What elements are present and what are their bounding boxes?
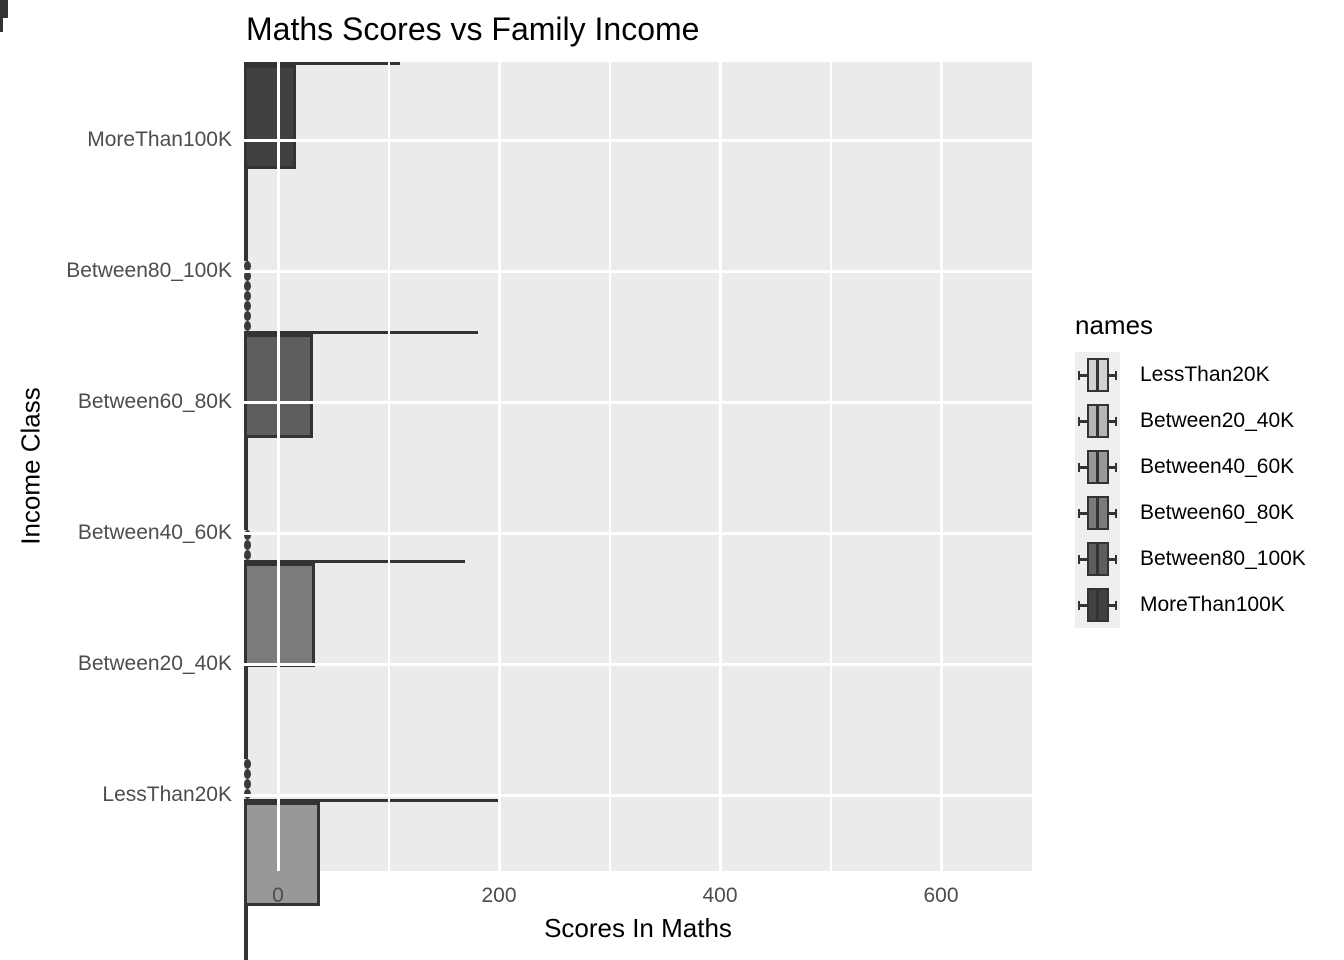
gridline-minor-x xyxy=(830,62,832,871)
x-tick-mark xyxy=(0,24,3,32)
legend-key-cap xyxy=(1078,509,1080,518)
gridline-minor-x xyxy=(609,62,611,871)
legend-key-cap xyxy=(1078,463,1080,472)
gridline-major-x xyxy=(719,62,722,871)
x-tick-mark xyxy=(0,0,3,8)
legend-key xyxy=(1075,490,1120,536)
legend-title: names xyxy=(1075,310,1154,340)
legend-key-median xyxy=(1096,498,1099,528)
gridline-y xyxy=(244,663,1032,666)
y-tick-label: Between40_60K xyxy=(77,521,232,544)
x-axis-title: Scores In Maths xyxy=(544,913,732,943)
legend-key-median xyxy=(1096,544,1099,574)
x-tick-label: 400 xyxy=(702,884,738,907)
gridline-major-x xyxy=(277,62,280,871)
boxplot-median xyxy=(244,438,248,530)
outlier-point xyxy=(244,271,251,281)
legend-key-cap xyxy=(1078,555,1080,564)
gridline-y xyxy=(244,532,1032,535)
x-tick-label: 600 xyxy=(923,884,959,907)
x-tick-label: 0 xyxy=(272,884,284,907)
boxplot-median xyxy=(244,169,248,261)
y-tick-label: LessThan20K xyxy=(102,783,232,806)
outlier-point xyxy=(244,769,251,779)
outlier-point xyxy=(244,301,251,311)
legend-key-median xyxy=(1096,452,1099,482)
legend-key xyxy=(1075,352,1120,398)
legend-label: Between80_100K xyxy=(1140,547,1306,570)
gridline-y xyxy=(244,270,1032,273)
legend-key-cap xyxy=(1078,417,1080,426)
legend-label: Between40_60K xyxy=(1140,455,1295,478)
outlier-point xyxy=(244,291,251,301)
y-tick-label: Between60_80K xyxy=(77,390,232,413)
y-tick-label: MoreThan100K xyxy=(87,128,232,151)
plot-title: Maths Scores vs Family Income xyxy=(246,11,700,47)
legend-label: Between20_40K xyxy=(1140,409,1295,432)
outlier-point xyxy=(244,321,251,331)
legend-key-median xyxy=(1096,406,1099,436)
outlier-point xyxy=(244,540,251,550)
legend-key xyxy=(1075,582,1120,628)
legend-key xyxy=(1075,536,1120,582)
gridline-minor-x xyxy=(388,62,390,871)
legend-key-cap xyxy=(1078,371,1080,380)
boxplot-box xyxy=(244,563,315,667)
legend-key xyxy=(1075,398,1120,444)
legend-label: MoreThan100K xyxy=(1140,593,1285,616)
y-tick-label: Between80_100K xyxy=(66,259,232,282)
legend-key-cap xyxy=(1115,601,1117,610)
x-tick-mark xyxy=(0,16,3,24)
legend-key-median xyxy=(1096,590,1099,620)
y-tick-label: Between20_40K xyxy=(77,652,232,675)
gridline-major-x xyxy=(498,62,501,871)
legend-label: LessThan20K xyxy=(1140,363,1270,386)
gridline-y xyxy=(244,139,1032,142)
legend-key-cap xyxy=(1115,509,1117,518)
legend-key-cap xyxy=(1115,463,1117,472)
outlier-point xyxy=(244,550,251,560)
legend-key-cap xyxy=(1115,417,1117,426)
outlier-point xyxy=(244,779,251,789)
plot-panel xyxy=(244,62,1032,871)
legend-key-median xyxy=(1096,360,1099,390)
outlier-point xyxy=(244,311,251,321)
legend-key xyxy=(1075,444,1120,490)
legend-key-cap xyxy=(1078,601,1080,610)
outlier-point xyxy=(244,759,251,769)
boxplot-box xyxy=(244,65,296,169)
legend-key-cap xyxy=(1115,371,1117,380)
gridline-y xyxy=(244,794,1032,797)
x-tick-mark xyxy=(0,8,3,16)
y-axis-title: Income Class xyxy=(15,387,46,545)
outlier-point xyxy=(244,281,251,291)
x-tick-label: 200 xyxy=(481,884,517,907)
legend-key-cap xyxy=(1115,555,1117,564)
boxplot-median xyxy=(244,667,248,759)
gridline-y xyxy=(244,401,1032,404)
legend-label: Between60_80K xyxy=(1140,501,1295,524)
gridline-major-x xyxy=(940,62,943,871)
